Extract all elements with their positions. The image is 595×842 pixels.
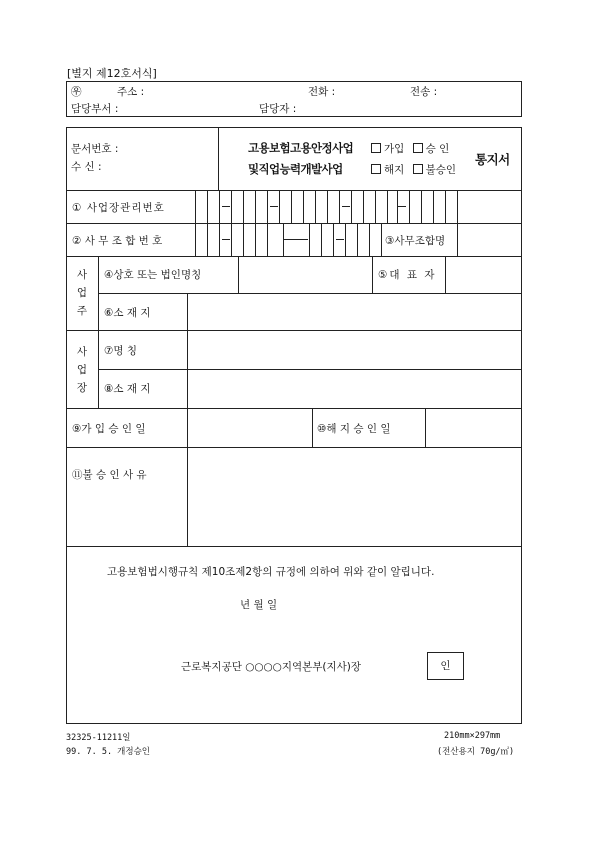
office-association-number-label: ② 사 무 조 합 번 호 xyxy=(72,235,163,247)
notice-title: 통지서 xyxy=(475,152,510,167)
workplace-name-label: ⑦명 칭 xyxy=(104,345,138,357)
title-line-1: 고용보험고용안정사업 xyxy=(248,141,354,155)
employer-group-label: 사 업 주 xyxy=(76,269,88,317)
department-label: 담당부서 : xyxy=(71,103,119,115)
paper-size: 210mm×297mm xyxy=(444,731,501,741)
reject-checkbox[interactable] xyxy=(413,164,423,174)
seal-box xyxy=(427,652,464,680)
join-approval-date-label: ⑨가 입 승 인 일 xyxy=(72,423,146,435)
company-name-label: ④상호 또는 법인명칭 xyxy=(104,269,202,281)
rejection-reason-label: ⑪불 승 인 사 유 xyxy=(72,469,147,481)
form-code: 32325-11211일 xyxy=(66,733,131,743)
header-circle-mark: ㉾ xyxy=(71,86,82,98)
date-line: 년 월 일 xyxy=(240,599,278,611)
notice-statement: 고용보험법시행규칙 제10조제2항의 규정에 의하여 위와 같이 알립니다. xyxy=(107,566,435,578)
revision-approval: 99. 7. 5. 개정승인 xyxy=(66,747,151,757)
workplace-location-label: ⑧소 재 지 xyxy=(104,383,151,395)
title-line-2: 및직업능력개발사업 xyxy=(248,162,343,176)
employer-location-label: ⑥소 재 지 xyxy=(104,307,151,319)
recipient-label: 수 신 : xyxy=(71,161,102,173)
form-number: [별지 제12호서식] xyxy=(67,67,157,80)
cancel-checkbox[interactable] xyxy=(371,164,381,174)
workplace-group-label: 사 업 장 xyxy=(76,346,88,394)
business-management-number-label: ① 사업장관리번호 xyxy=(72,202,165,214)
office-association-name-label: ③사무조합명 xyxy=(385,235,446,247)
cancel-approval-date-label: ⑩해 지 승 인 일 xyxy=(317,423,391,435)
cancel-option-label: 해지 xyxy=(384,164,405,176)
seal-label: 인 xyxy=(440,660,451,672)
issuer-name: 근로복지공단 ○○○○지역본부(지사)장 xyxy=(181,661,362,673)
representative-label: ⑤대 표 자 xyxy=(378,269,437,281)
paper-type: (전산용지 70g/㎡) xyxy=(437,747,515,757)
approve-option-label: 승 인 xyxy=(425,143,450,155)
document-number-label: 문서번호 : xyxy=(71,143,119,155)
approve-checkbox[interactable] xyxy=(413,143,423,153)
join-option-label: 가입 xyxy=(384,143,405,155)
address-label: 주소 : xyxy=(117,86,145,98)
person-in-charge-label: 담당자 : xyxy=(259,103,297,115)
phone-label: 전화 : xyxy=(308,86,336,98)
join-checkbox[interactable] xyxy=(371,143,381,153)
reject-option-label: 불승인 xyxy=(425,164,457,176)
fax-label: 전송 : xyxy=(410,86,438,98)
